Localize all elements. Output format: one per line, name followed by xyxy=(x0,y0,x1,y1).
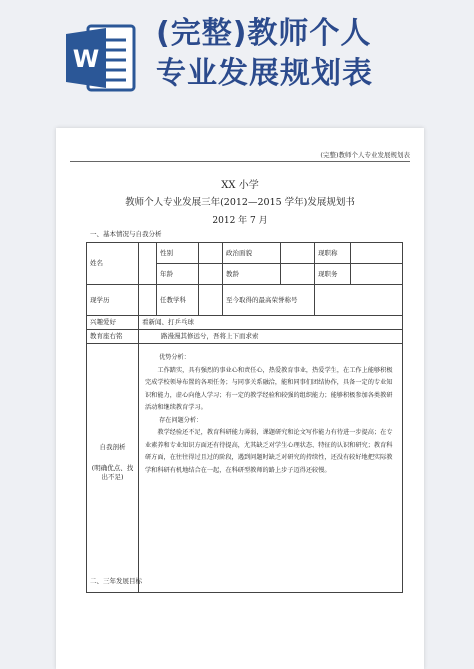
highest-honor-label: 至今取得的最高荣誉称号 xyxy=(223,285,315,316)
current-job-label: 现职务 xyxy=(315,264,351,285)
weakness-heading: 存在问题分析： xyxy=(159,416,203,424)
section-heading-goals: 二、三年发展目标 xyxy=(90,577,142,585)
self-analysis-content xyxy=(139,344,403,593)
gender-label: 性别 xyxy=(157,243,199,264)
strength-heading: 优势分析： xyxy=(159,354,190,361)
profile-table xyxy=(86,242,403,593)
subject-value xyxy=(199,285,223,316)
word-document-icon xyxy=(62,20,138,96)
subject-label: 任教学科 xyxy=(157,285,199,316)
plan-date: 2012 年 7 月 xyxy=(212,216,268,226)
age-label: 年龄 xyxy=(157,264,199,285)
teaching-age-label: 教龄 xyxy=(223,264,281,285)
header-divider xyxy=(70,161,410,162)
political-label: 政治面貌 xyxy=(223,243,281,264)
weakness-text: 教学经验还不足，教育科研能力薄弱，课题研究和论文写作能力有待进一步提高；在专业素养和专业知识方面还有待提高，尤其缺乏对学生心理状态、特征的认识和研究；教育科研方面，在往往得过且过的阶段，遇到问题时缺乏对研究的持续性，还没有较好地把实际教学和科研有机地结合在一起，在科研型教师的路上步子迈得还较慢。 xyxy=(145,429,393,474)
name-label: 姓名 xyxy=(87,243,139,285)
banner xyxy=(0,0,474,118)
self-analysis-label: 自我剖析 xyxy=(99,442,126,451)
plan-title: 教师个人专业发展三年(2012—2015 学年)发展规划书 xyxy=(125,197,355,208)
motto-value: 路漫漫其修远兮，吾将上下而求索 xyxy=(139,330,403,344)
education-label: 现学历 xyxy=(87,285,139,316)
highest-honor-value xyxy=(315,285,403,316)
title-value xyxy=(351,243,403,264)
section-heading-basic-info: 一、基本情况与自我分析 xyxy=(90,230,162,238)
name-value xyxy=(139,243,157,285)
page-header: (完整)教师个人专业发展规划表 xyxy=(320,151,410,159)
banner-title xyxy=(156,14,466,94)
education-value xyxy=(139,285,157,316)
age-value xyxy=(199,264,223,285)
teaching-age-value xyxy=(281,264,315,285)
document-page xyxy=(56,128,424,669)
hobby-value: 看新闻、打乒乓球 xyxy=(139,316,403,330)
title-label: 现职称 xyxy=(315,243,351,264)
gender-value xyxy=(199,243,223,264)
current-job-value xyxy=(351,264,403,285)
political-value xyxy=(281,243,315,264)
strength-text: 工作踏实，具有强烈的事业心和责任心，热爱教育事业，热爱学生，在工作上能够积极完成学校领导布置的各项任务；与同事关系融洽，能和同事们团结协作，具备一定的专业知识和能力，虚心向他人学习；有一定的教学经验和较强的组织能力；能够积极参加各类教研活动和继续教育学习。 xyxy=(145,366,393,411)
banner-title-line1: (完整)教师个人 xyxy=(156,16,372,51)
school-name: XX 小学 xyxy=(221,180,259,191)
self-analysis-label-cell xyxy=(87,344,139,593)
word-icon-letter: W xyxy=(72,45,100,73)
hobby-label: 兴趣爱好 xyxy=(87,316,139,330)
self-analysis-note: (明确优点、找出不足) xyxy=(91,463,134,481)
motto-label: 教育座右铭 xyxy=(87,330,139,344)
banner-title-line2: 专业发展规划表 xyxy=(156,56,373,91)
